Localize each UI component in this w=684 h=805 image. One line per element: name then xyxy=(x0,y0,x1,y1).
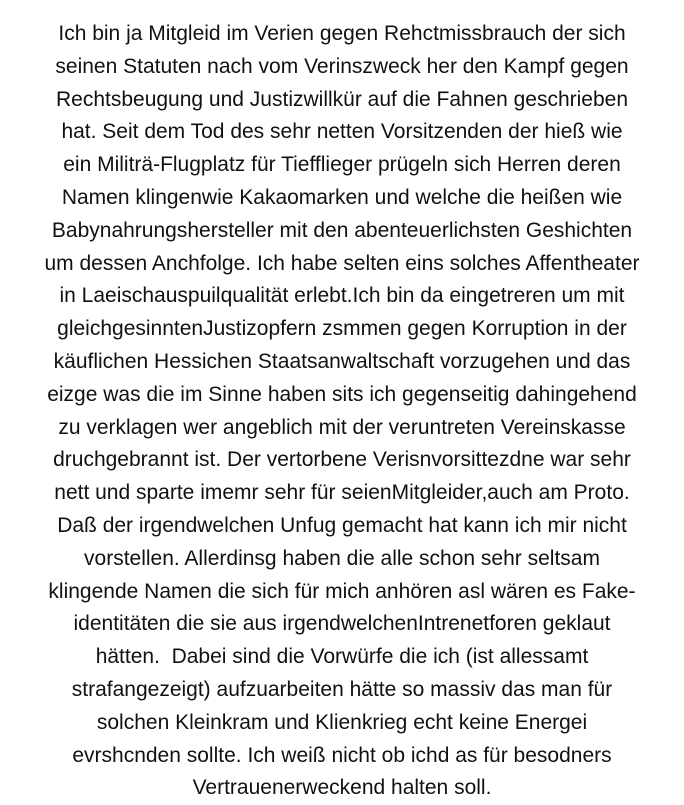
text-line-11: käuflichen Hessichen Staatsanwaltschaft vorzugehen und das xyxy=(53,349,631,373)
text-line-5: ein Militrä-Flugplatz für Tiefflieger prügeln sich Herren deren xyxy=(63,153,621,177)
text-line-7: Babynahrungshersteller mit den abenteuerlichsten Geshichten xyxy=(51,218,633,242)
document-text-block xyxy=(0,18,684,805)
text-line-4: hat. Seit dem Tod des sehr netten Vorsitzenden der hieß wie xyxy=(61,120,623,144)
text-line-12: eizge was die im Sinne haben sits ich gegenseitig dahingehend xyxy=(47,382,637,406)
text-line-22: solchen Kleinkram und Klienkrieg echt keine Energei xyxy=(96,710,588,734)
text-line-14: druchgebrannt ist. Der vertorbene Verisnvorsittezdne war sehr xyxy=(53,448,631,472)
text-line-3: Rechtsbeugung und Justizwillkür auf die Fahnen geschrieben xyxy=(55,87,629,111)
text-line-17: vorstellen. Allerdinsg haben die alle schon sehr seltsam xyxy=(84,546,600,570)
text-line-21: strafangezeigt) aufzuarbeiten hätte so massiv das man für xyxy=(71,677,613,701)
text-line-13: zu verklagen wer angeblich mit der veruntreten Vereinskasse xyxy=(58,415,626,439)
text-line-16: Daß der irgendwelchen Unfug gemacht hat kann ich mir nicht xyxy=(57,513,627,537)
text-line-8: um dessen Anchfolge. Ich habe selten eins solches Affentheater xyxy=(44,251,640,275)
text-line-10: gleichgesinntenJustizopfern zsmmen gegen Korruption in der xyxy=(57,317,627,341)
text-line-19: identitäten die sie aus irgendwelchenIntrenetforen geklaut xyxy=(73,612,611,636)
text-line-24: Vertrauenerweckend halten soll. xyxy=(192,776,492,800)
text-line-1: Ich bin ja Mitgleid im Verien gegen Rehctmissbrauch der sich xyxy=(58,22,626,45)
text-line-2: seinen Statuten nach vom Verinszweck her den Kampf gegen xyxy=(55,54,629,78)
text-line-20: hätten. Dabei sind die Vorwürfe die ich (ist allessamt xyxy=(95,645,589,669)
text-line-9: in Laeischauspuilqualität erlebt.Ich bin da eingetreren um mit xyxy=(59,284,625,308)
text-line-23: evrshcnden sollte. Ich weiß nicht ob ichd as für besodners xyxy=(72,743,612,767)
text-line-6: Namen klingenwie Kakaomarken und welche die heißen wie xyxy=(61,185,623,209)
text-line-15: nett und sparte imemr sehr für seienMitgleider,auch am Proto. xyxy=(54,481,630,505)
text-line-18: klingende Namen die sich für mich anhören asl wären es Fake- xyxy=(48,579,636,603)
